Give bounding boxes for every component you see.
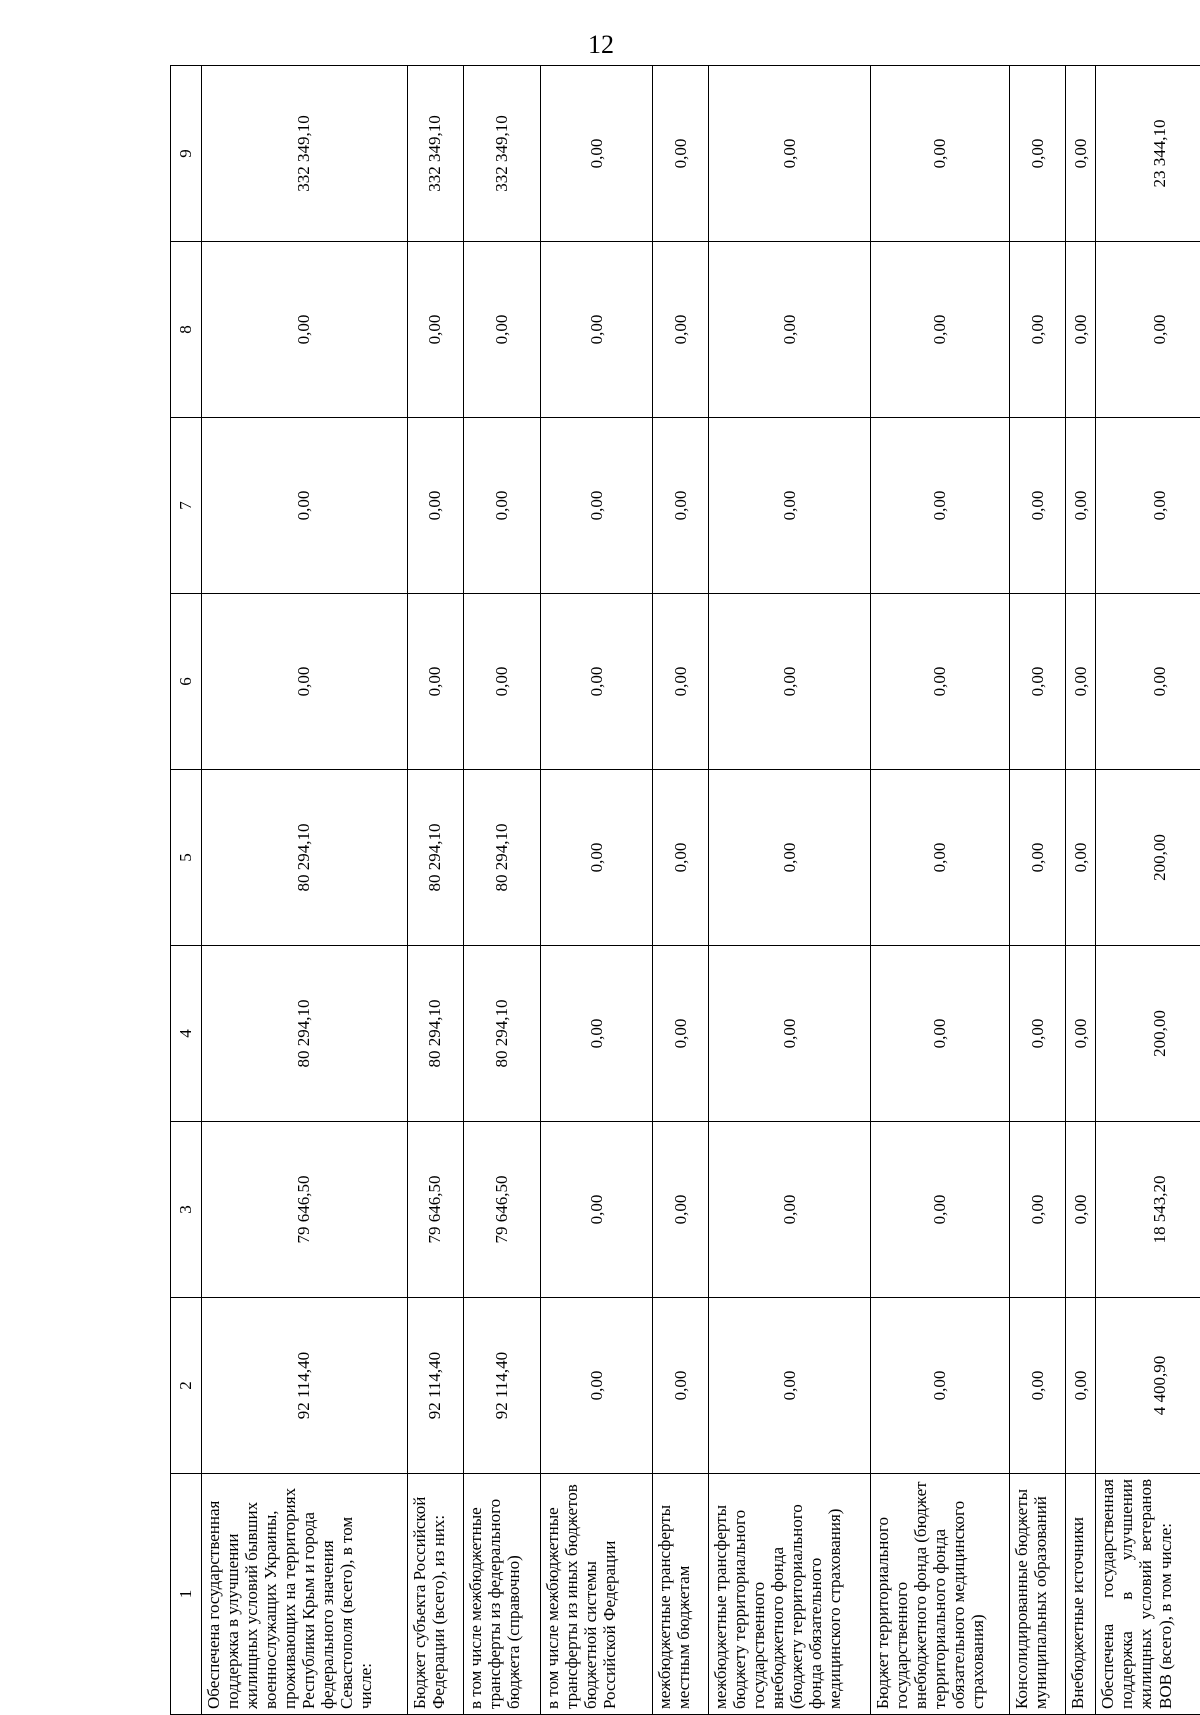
table-cell: 332 349,10 (463, 66, 540, 242)
table-cell: 0,00 (541, 66, 653, 242)
table-cell: 0,00 (1009, 946, 1065, 1122)
table-cell: 0,00 (407, 594, 463, 770)
table-cell: 18 543,20 (1096, 1122, 1200, 1298)
table-cell: 0,00 (1066, 594, 1096, 770)
row-label: Обеспечена государственная поддержка в улучшении жилищных условий ветеранов ВОВ (всего), в том числе: (1096, 1474, 1200, 1715)
table-cell: 79 646,50 (407, 1122, 463, 1298)
table-cell: 0,00 (1009, 770, 1065, 946)
table-cell: 0,00 (1096, 594, 1200, 770)
table-cell: 0,00 (1066, 770, 1096, 946)
table-cell: 0,00 (870, 946, 1009, 1122)
table-cell: 0,00 (653, 418, 709, 594)
table-cell: 0,00 (653, 770, 709, 946)
row-label: межбюджетные трансферты местным бюджетам (653, 1474, 709, 1715)
table-cell: 0,00 (1066, 66, 1096, 242)
table-cell: 0,00 (653, 594, 709, 770)
row-label: Консолидированные бюджеты муниципальных образований (1009, 1474, 1065, 1715)
row-label: Бюджет субъекта Российской Федерации (всего), из них: (407, 1474, 463, 1715)
table-cell: 0,00 (709, 946, 870, 1122)
table-cell: 0,00 (653, 946, 709, 1122)
table-cell: 0,00 (709, 66, 870, 242)
table-cell: 0,00 (463, 242, 540, 418)
row-label: в том числе межбюджетные трансферты из федерального бюджета (справочно) (463, 1474, 540, 1715)
table-cell: 0,00 (541, 770, 653, 946)
column-header: 9 (171, 66, 202, 242)
table-cell: 0,00 (870, 242, 1009, 418)
table-row (541, 66, 653, 1715)
page-number: 12 (588, 30, 614, 59)
table-cell: 0,00 (709, 418, 870, 594)
table-cell: 0,00 (1066, 946, 1096, 1122)
table-cell: 332 349,10 (407, 66, 463, 242)
table-cell: 0,00 (463, 418, 540, 594)
column-header: 7 (171, 418, 202, 594)
table-cell: 80 294,10 (407, 946, 463, 1122)
table-cell: 0,00 (1009, 242, 1065, 418)
column-header: 4 (171, 946, 202, 1122)
table-cell: 0,00 (407, 242, 463, 418)
table-cell: 0,00 (541, 1122, 653, 1298)
table-cell: 79 646,50 (463, 1122, 540, 1298)
table-row (1096, 66, 1200, 1715)
table-cell: 0,00 (709, 1298, 870, 1474)
table-cell: 0,00 (541, 1298, 653, 1474)
table-cell: 0,00 (709, 242, 870, 418)
table-cell: 0,00 (1009, 1298, 1065, 1474)
table-cell: 0,00 (541, 946, 653, 1122)
table-cell: 80 294,10 (463, 946, 540, 1122)
table-row (709, 66, 870, 1715)
table-cell: 0,00 (709, 770, 870, 946)
table-cell: 92 114,40 (407, 1298, 463, 1474)
table-cell: 0,00 (1096, 242, 1200, 418)
table-cell: 0,00 (202, 242, 408, 418)
table-cell: 0,00 (541, 418, 653, 594)
table-cell: 0,00 (1066, 1122, 1096, 1298)
budget-table (170, 65, 1200, 1715)
table-cell: 0,00 (202, 594, 408, 770)
table-cell: 0,00 (870, 66, 1009, 242)
table-cell: 4 400,90 (1096, 1298, 1200, 1474)
row-label: Внебюджетные источники (1066, 1474, 1096, 1715)
table-cell: 200,00 (1096, 946, 1200, 1122)
table-cell: 23 344,10 (1096, 66, 1200, 242)
table-cell: 80 294,10 (407, 770, 463, 946)
rotated-table-frame (170, 65, 1200, 1715)
table-cell: 0,00 (541, 594, 653, 770)
column-header: 2 (171, 1298, 202, 1474)
column-header: 1 (171, 1474, 202, 1715)
table-cell: 0,00 (870, 770, 1009, 946)
table-row (202, 66, 408, 1715)
table-cell: 0,00 (1066, 1298, 1096, 1474)
table-cell: 0,00 (202, 418, 408, 594)
table-cell: 0,00 (709, 1122, 870, 1298)
table-cell: 0,00 (1009, 594, 1065, 770)
table-cell: 0,00 (653, 1298, 709, 1474)
row-label: в том числе межбюджетные трансферты из иных бюджетов бюджетной системы Российской Федерации (541, 1474, 653, 1715)
column-header: 3 (171, 1122, 202, 1298)
column-header: 5 (171, 770, 202, 946)
table-row (1066, 66, 1096, 1715)
table-cell: 0,00 (653, 242, 709, 418)
table-cell: 0,00 (870, 594, 1009, 770)
table-row (870, 66, 1009, 1715)
row-label: Обеспечена государственная поддержка в улучшении жилищных условий бывших военнослужащих Украины, проживающих на территориях Республики Крым и города федерального значения Севастополя (всего), в том числе: (202, 1474, 408, 1715)
table-cell: 80 294,10 (463, 770, 540, 946)
table-cell: 0,00 (1066, 418, 1096, 594)
row-label: межбюджетные трансферты бюджету территориального государственного внебюджетного фонда (бюджету территориального фонда обязательного медицинского страхования) (709, 1474, 870, 1715)
table-cell: 79 646,50 (202, 1122, 408, 1298)
table-cell: 0,00 (709, 594, 870, 770)
table-cell: 0,00 (407, 418, 463, 594)
table-cell: 200,00 (1096, 770, 1200, 946)
rotated-table-content (170, 65, 1200, 1715)
row-label: Бюджет территориального государственного внебюджетного фонда (бюджет территориального фонда обязательного медицинского страхования) (870, 1474, 1009, 1715)
table-cell: 332 349,10 (202, 66, 408, 242)
column-header: 8 (171, 242, 202, 418)
table-cell: 80 294,10 (202, 946, 408, 1122)
table-cell: 0,00 (1009, 418, 1065, 594)
table-row (463, 66, 540, 1715)
table-cell: 0,00 (870, 1298, 1009, 1474)
table-cell: 0,00 (1066, 242, 1096, 418)
table-row (407, 66, 463, 1715)
table-cell: 0,00 (463, 594, 540, 770)
table-cell: 0,00 (870, 1122, 1009, 1298)
table-cell: 92 114,40 (202, 1298, 408, 1474)
table-row (653, 66, 709, 1715)
table-cell: 80 294,10 (202, 770, 408, 946)
table-cell: 0,00 (541, 242, 653, 418)
table-cell: 0,00 (653, 66, 709, 242)
table-row (1009, 66, 1065, 1715)
table-cell: 0,00 (1009, 1122, 1065, 1298)
table-cell: 0,00 (653, 1122, 709, 1298)
table-cell: 0,00 (870, 418, 1009, 594)
table-header-row (171, 66, 202, 1715)
column-header: 6 (171, 594, 202, 770)
table-cell: 0,00 (1096, 418, 1200, 594)
table-cell: 92 114,40 (463, 1298, 540, 1474)
table-cell: 0,00 (1009, 66, 1065, 242)
